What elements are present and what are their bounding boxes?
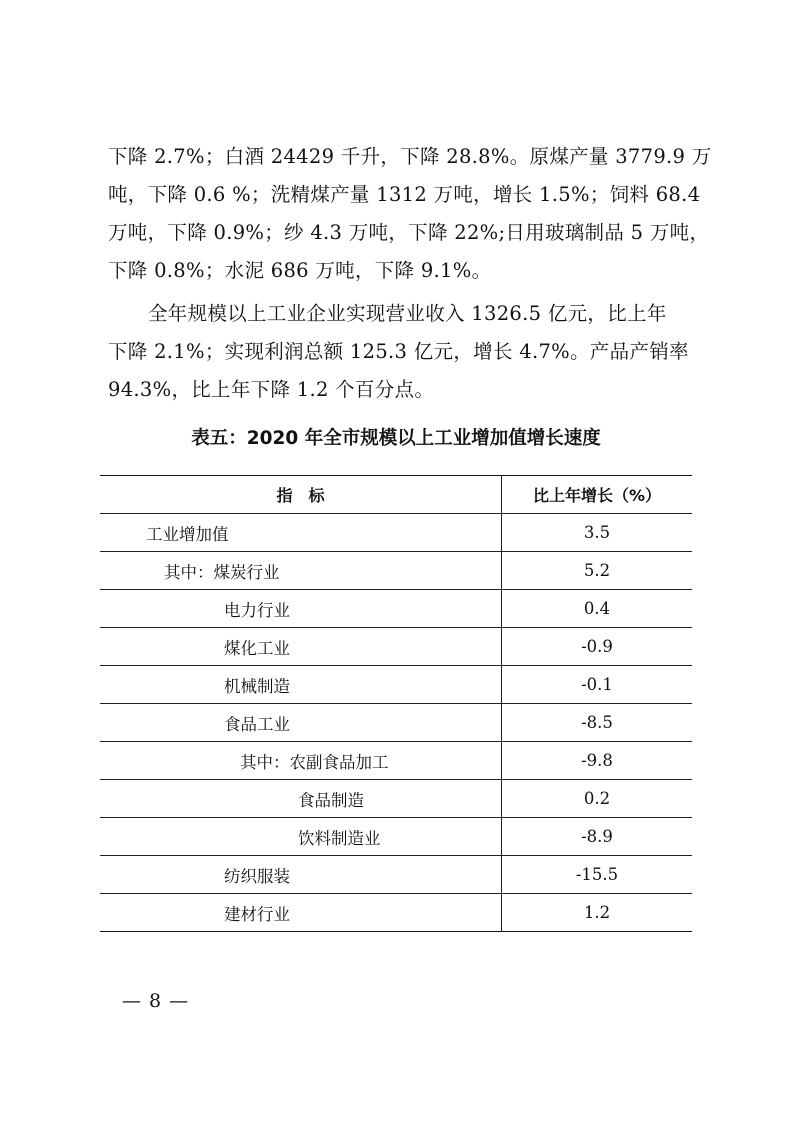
table-row	[100, 742, 692, 780]
table-row	[100, 894, 692, 932]
row-label: 电力行业	[224, 600, 290, 620]
table-row	[100, 856, 692, 894]
paragraph-line: 94.3%，比上年下降 1.2 个百分点。	[108, 378, 435, 401]
row-value: -0.1	[502, 666, 693, 704]
paragraph-production	[108, 138, 712, 290]
row-value: -0.9	[502, 628, 693, 666]
page-number: — 8 —	[122, 990, 190, 1012]
row-value: -8.9	[502, 818, 693, 856]
row-label: 饮料制造业	[298, 828, 381, 848]
table-title: 表五：2020 年全市规模以上工业增加值增长速度	[191, 428, 601, 449]
column-header-growth: 比上年增长（%）	[502, 476, 693, 514]
column-header-indicator: 指 标	[100, 476, 502, 514]
paragraph-line: 万吨，下降 0.9%；纱 4.3 万吨，下降 22%;日用玻璃制品 5 万吨，	[108, 221, 710, 244]
row-label: 其中：煤炭行业	[164, 562, 280, 582]
table-row	[100, 552, 692, 590]
row-label: 工业增加值	[146, 524, 229, 544]
row-value: -15.5	[502, 856, 693, 894]
table-row	[100, 666, 692, 704]
paragraph-line: 下降 2.7%；白酒 24429 千升，下降 28.8%。原煤产量 3779.9 万	[108, 145, 712, 168]
growth-table	[100, 475, 692, 932]
row-label: 其中：农副食品加工	[240, 752, 389, 772]
table-row	[100, 590, 692, 628]
table-header-row	[100, 476, 692, 514]
paragraph-line: 全年规模以上工业企业实现营业收入 1326.5 亿元，比上年	[148, 302, 667, 325]
table-row	[100, 514, 692, 552]
table-row	[100, 704, 692, 742]
row-value: 0.4	[502, 590, 693, 628]
row-label: 食品工业	[224, 714, 290, 734]
table-row	[100, 628, 692, 666]
table-row	[100, 780, 692, 818]
paragraph-line: 下降 2.1%；实现利润总额 125.3 亿元，增长 4.7%。产品产销率	[108, 340, 689, 363]
row-label: 食品制造	[298, 790, 364, 810]
row-label: 煤化工业	[224, 638, 290, 658]
row-label: 机械制造	[224, 676, 290, 696]
row-value: -9.8	[502, 742, 693, 780]
row-value: 3.5	[502, 514, 693, 552]
table-row	[100, 818, 692, 856]
row-value: -8.5	[502, 704, 693, 742]
paragraph-line: 下降 0.8%；水泥 686 万吨，下降 9.1%。	[108, 259, 492, 282]
paragraph-line: 吨，下降 0.6 %；洗精煤产量 1312 万吨，增长 1.5%；饲料 68.4	[108, 183, 701, 206]
row-value: 0.2	[502, 780, 693, 818]
row-value: 5.2	[502, 552, 693, 590]
paragraph-revenue	[108, 295, 688, 409]
row-label: 建材行业	[224, 904, 290, 924]
row-label: 纺织服装	[224, 866, 290, 886]
row-value: 1.2	[502, 894, 693, 932]
